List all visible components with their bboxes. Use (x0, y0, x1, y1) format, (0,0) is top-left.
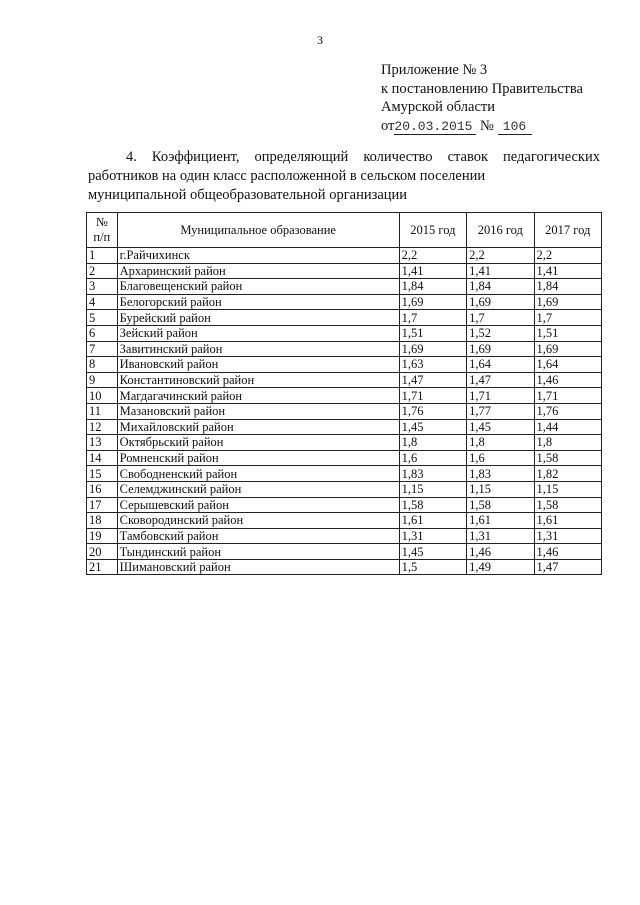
value-2017: 1,8 (534, 435, 601, 451)
value-2015: 1,45 (399, 544, 466, 560)
header-municipality: Муниципальное образование (117, 213, 399, 248)
row-number: 6 (87, 325, 118, 341)
municipality-name: Завитинский район (117, 341, 399, 357)
value-2015: 1,63 (399, 357, 466, 373)
coefficient-table (86, 212, 602, 575)
table-row (87, 528, 602, 544)
header-num-symbol: № (95, 215, 108, 229)
municipality-name: Магдагачинский район (117, 388, 399, 404)
table-row (87, 450, 602, 466)
row-number: 2 (87, 263, 118, 279)
municipality-name: Бурейский район (117, 310, 399, 326)
value-2016: 1,64 (467, 357, 534, 373)
table-row (87, 403, 602, 419)
value-2017: 1,51 (534, 325, 601, 341)
table-row (87, 419, 602, 435)
row-number: 1 (87, 248, 118, 264)
value-2015: 1,6 (399, 450, 466, 466)
municipality-name: Свободненский район (117, 466, 399, 482)
value-2016: 2,2 (467, 248, 534, 264)
table-row (87, 248, 602, 264)
value-2016: 1,61 (467, 513, 534, 529)
value-2016: 1,47 (467, 372, 534, 388)
row-number: 4 (87, 294, 118, 310)
decree-number: 106 (498, 119, 532, 135)
value-2016: 1,41 (467, 263, 534, 279)
municipality-name: г.Райчихинск (117, 248, 399, 264)
municipality-name: Октябрьский район (117, 435, 399, 451)
value-2017: 1,61 (534, 513, 601, 529)
row-number: 20 (87, 544, 118, 560)
table-row (87, 341, 602, 357)
row-number: 7 (87, 341, 118, 357)
value-2016: 1,83 (467, 466, 534, 482)
heading-line-2: муниципальной общеобразовательной организации (88, 187, 408, 203)
value-2017: 1,31 (534, 528, 601, 544)
table-row (87, 559, 602, 575)
value-2016: 1,69 (467, 341, 534, 357)
number-prefix: № (480, 117, 494, 134)
header-2015: 2015 год (399, 213, 466, 248)
table-body (87, 248, 602, 575)
value-2016: 1,71 (467, 388, 534, 404)
value-2017: 1,44 (534, 419, 601, 435)
appendix-decree-ref: к постановлению Правительства (381, 80, 583, 97)
value-2015: 1,76 (399, 403, 466, 419)
municipality-name: Михайловский район (117, 419, 399, 435)
row-number: 13 (87, 435, 118, 451)
appendix-date-line (381, 117, 621, 136)
table-row (87, 310, 602, 326)
value-2016: 1,31 (467, 528, 534, 544)
table-row (87, 544, 602, 560)
value-2015: 2,2 (399, 248, 466, 264)
value-2017: 2,2 (534, 248, 601, 264)
value-2015: 1,58 (399, 497, 466, 513)
header-2017: 2017 год (534, 213, 601, 248)
row-number: 5 (87, 310, 118, 326)
row-number: 9 (87, 372, 118, 388)
municipality-name: Архаринский район (117, 263, 399, 279)
municipality-name: Тамбовский район (117, 528, 399, 544)
value-2016: 1,46 (467, 544, 534, 560)
municipality-name: Шимановский район (117, 559, 399, 575)
value-2015: 1,84 (399, 279, 466, 295)
row-number: 10 (87, 388, 118, 404)
value-2016: 1,7 (467, 310, 534, 326)
table-row (87, 279, 602, 295)
row-number: 3 (87, 279, 118, 295)
value-2015: 1,51 (399, 325, 466, 341)
municipality-name: Тындинский район (117, 544, 399, 560)
municipality-name: Белогорский район (117, 294, 399, 310)
table-row (87, 513, 602, 529)
date-prefix: от (381, 117, 395, 134)
table-row (87, 481, 602, 497)
municipality-name: Ромненский район (117, 450, 399, 466)
value-2015: 1,41 (399, 263, 466, 279)
appendix-title: Приложение № 3 (381, 62, 488, 78)
row-number: 21 (87, 559, 118, 575)
municipality-name: Ивановский район (117, 357, 399, 373)
value-2017: 1,71 (534, 388, 601, 404)
value-2017: 1,76 (534, 403, 601, 419)
table-row (87, 357, 602, 373)
row-number: 18 (87, 513, 118, 529)
table-row (87, 497, 602, 513)
decree-date: 20.03.2015 (394, 119, 476, 135)
table-row (87, 325, 602, 341)
table-row (87, 388, 602, 404)
value-2017: 1,7 (534, 310, 601, 326)
value-2016: 1,58 (467, 497, 534, 513)
value-2017: 1,69 (534, 341, 601, 357)
value-2016: 1,45 (467, 419, 534, 435)
header-num-abbrev: п/п (93, 230, 111, 244)
table-header-row (87, 213, 602, 248)
value-2017: 1,82 (534, 466, 601, 482)
table-row (87, 435, 602, 451)
value-2017: 1,46 (534, 544, 601, 560)
page-number: 3 (317, 33, 323, 47)
value-2015: 1,45 (399, 419, 466, 435)
value-2015: 1,71 (399, 388, 466, 404)
row-number: 12 (87, 419, 118, 435)
table-row (87, 372, 602, 388)
value-2015: 1,8 (399, 435, 466, 451)
value-2017: 1,58 (534, 450, 601, 466)
row-number: 16 (87, 481, 118, 497)
value-2016: 1,49 (467, 559, 534, 575)
appendix-region: Амурской области (381, 99, 495, 115)
table-row (87, 466, 602, 482)
value-2015: 1,7 (399, 310, 466, 326)
value-2015: 1,83 (399, 466, 466, 482)
value-2016: 1,77 (467, 403, 534, 419)
row-number: 17 (87, 497, 118, 513)
municipality-name: Сковородинский район (117, 513, 399, 529)
value-2017: 1,46 (534, 372, 601, 388)
row-number: 11 (87, 403, 118, 419)
municipality-name: Константиновский район (117, 372, 399, 388)
table-row (87, 263, 602, 279)
row-number: 15 (87, 466, 118, 482)
value-2016: 1,69 (467, 294, 534, 310)
value-2015: 1,61 (399, 513, 466, 529)
value-2016: 1,84 (467, 279, 534, 295)
row-number: 14 (87, 450, 118, 466)
municipality-name: Селемджинский район (117, 481, 399, 497)
value-2017: 1,47 (534, 559, 601, 575)
table-row (87, 294, 602, 310)
value-2015: 1,47 (399, 372, 466, 388)
value-2015: 1,5 (399, 559, 466, 575)
municipality-name: Мазановский район (117, 403, 399, 419)
value-2016: 1,6 (467, 450, 534, 466)
municipality-name: Благовещенский район (117, 279, 399, 295)
value-2015: 1,69 (399, 341, 466, 357)
value-2016: 1,8 (467, 435, 534, 451)
municipality-name: Серышевский район (117, 497, 399, 513)
appendix-block (381, 61, 621, 135)
value-2016: 1,52 (467, 325, 534, 341)
row-number: 19 (87, 528, 118, 544)
value-2015: 1,31 (399, 528, 466, 544)
value-2015: 1,69 (399, 294, 466, 310)
header-2016: 2016 год (467, 213, 534, 248)
value-2016: 1,15 (467, 481, 534, 497)
value-2017: 1,41 (534, 263, 601, 279)
municipality-name: Зейский район (117, 325, 399, 341)
value-2017: 1,69 (534, 294, 601, 310)
header-num (87, 213, 118, 248)
section-heading (88, 148, 600, 205)
value-2015: 1,15 (399, 481, 466, 497)
row-number: 8 (87, 357, 118, 373)
value-2017: 1,84 (534, 279, 601, 295)
value-2017: 1,15 (534, 481, 601, 497)
value-2017: 1,64 (534, 357, 601, 373)
heading-line-1: 4. Коэффициент, определяющий количество ставок педагогических работников на один класс расположенной в сельском поселении (88, 149, 600, 184)
value-2017: 1,58 (534, 497, 601, 513)
